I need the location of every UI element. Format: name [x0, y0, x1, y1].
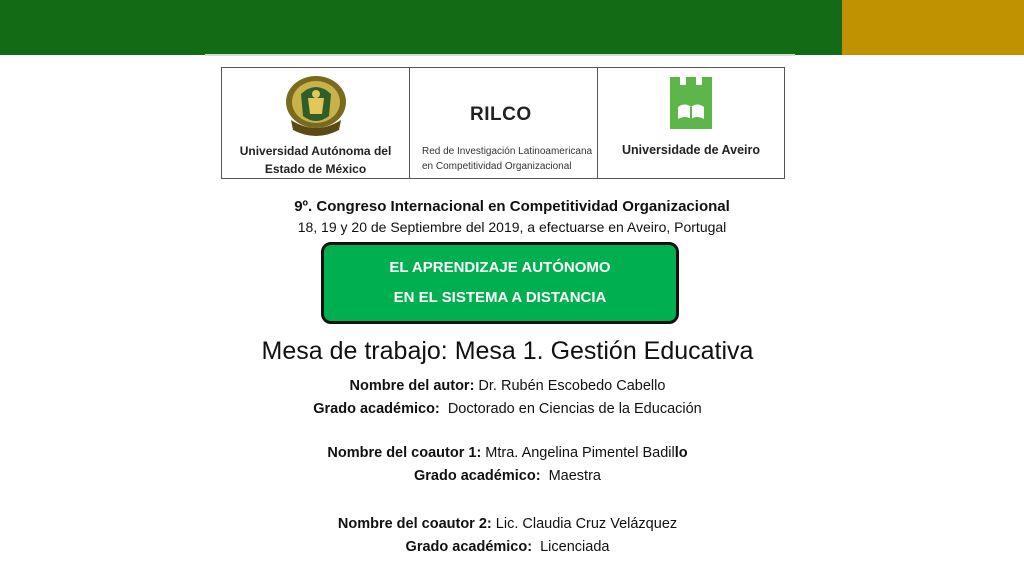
divider-line — [205, 54, 795, 56]
uaem-name-line1: Universidad Autónoma del — [239, 144, 392, 158]
coauthor2-degree-line — [0, 539, 1015, 555]
coauthor1-value-bold: lo — [674, 445, 688, 461]
rilco-title: RILCO — [470, 104, 532, 125]
author-value: Dr. Rubén Escobedo Cabello — [474, 378, 666, 394]
coauthor1-label: Nombre del coautor 1: — [327, 445, 482, 461]
rilco-subtitle — [422, 144, 592, 174]
coauthor2-name-line — [0, 516, 1015, 532]
mesa-heading: Mesa de trabajo: Mesa 1. Gestión Educativa — [261, 337, 754, 365]
rilco-subtitle-line1: Red de Investigación Latinoamericana — [422, 146, 593, 157]
aveiro-cell — [598, 68, 784, 178]
top-bar-gold — [842, 0, 1024, 55]
presentation-title-line1: EL APRENDIZAJE AUTÓNOMO — [389, 259, 611, 276]
author-degree-label: Grado académico: — [313, 401, 440, 417]
logo-table — [221, 67, 785, 179]
rilco-cell — [410, 68, 598, 178]
top-bar-green — [0, 0, 842, 55]
author-degree-line — [0, 401, 1015, 417]
coauthor2-degree-value: Licenciada — [532, 539, 610, 555]
author-degree-value: Doctorado en Ciencias de la Educación — [439, 401, 702, 417]
uaem-crest-icon — [281, 72, 351, 140]
presentation-title-box — [321, 242, 679, 324]
uaem-cell — [222, 68, 410, 178]
uaem-name — [222, 142, 409, 178]
presentation-title-line2: EN EL SISTEMA A DISTANCIA — [393, 289, 607, 306]
coauthor1-value: Mtra. Angelina Pimentel Badil — [481, 445, 675, 461]
author-label: Nombre del autor: — [349, 378, 475, 394]
coauthor2-degree-label: Grado académico: — [405, 539, 533, 555]
coauthor1-degree-label: Grado académico: — [414, 468, 541, 484]
rilco-subtitle-line2: en Competitividad Organizacional — [422, 161, 572, 172]
author-name-line — [0, 378, 1015, 394]
uaem-name-line2: Estado de México — [264, 162, 367, 176]
aveiro-logo-icon — [668, 77, 714, 133]
coauthor2-label: Nombre del coautor 2: — [337, 516, 492, 532]
coauthor1-degree-line — [0, 468, 1015, 484]
aveiro-name: Universidade de Aveiro — [621, 143, 760, 157]
coauthor1-name-line — [0, 445, 1015, 461]
coauthor2-value: Lic. Claudia Cruz Velázquez — [491, 516, 678, 532]
congress-dates: 18, 19 y 20 de Septiembre del 2019, a efectuarse en Aveiro, Portugal — [297, 219, 727, 235]
congress-title: 9º. Congreso Internacional en Competitividad Organizacional — [294, 198, 730, 215]
coauthor1-degree-value: Maestra — [540, 468, 601, 484]
